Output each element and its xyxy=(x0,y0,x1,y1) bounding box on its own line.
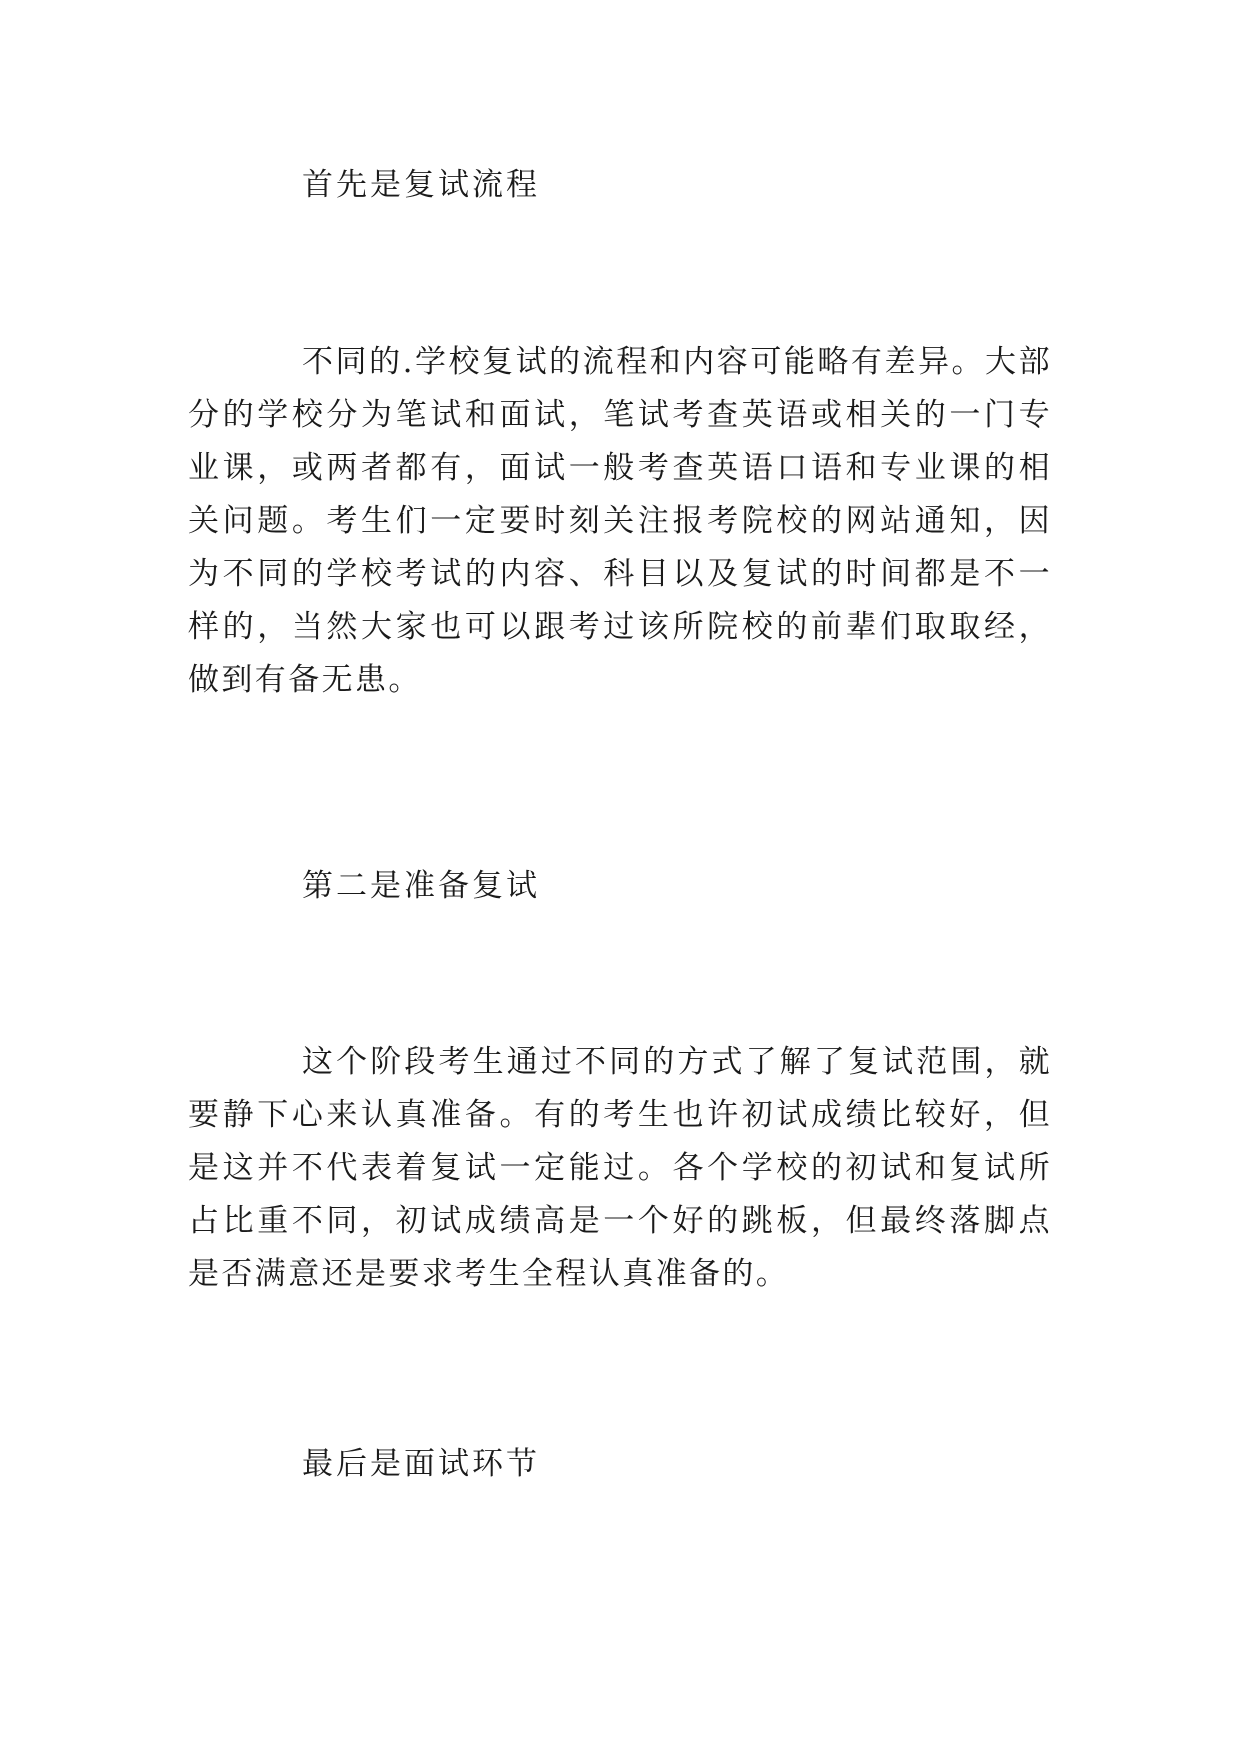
paragraph-retest-process: 不同的.学校复试的流程和内容可能略有差异。大部分的学校分为笔试和面试，笔试考查英语或相关的一门专业课，或两者都有，面试一般考查英语口语和专业课的相关问题。考生们一定要时刻关注报考院校的网站通知，因为不同的学校考试的内容、科目以及复试的时间都是不一样的，当然大家也可以跟考过该所院校的前辈们取取经，做到有备无患。 xyxy=(188,344,1052,698)
section-heading-interview: 最后是面试环节 xyxy=(302,1446,540,1482)
paragraph-prepare-retest: 这个阶段考生通过不同的方式了解了复试范围，就要静下心来认真准备。有的考生也许初试成绩比较好，但是这并不代表着复试一定能过。各个学校的初试和复试所占比重不同，初试成绩高是一个好的跳板，但最终落脚点是否满意还是要求考生全程认真准备的。 xyxy=(188,1044,1052,1292)
section-heading-retest-process: 首先是复试流程 xyxy=(302,167,540,203)
section-heading-prepare-retest: 第二是准备复试 xyxy=(302,868,540,904)
